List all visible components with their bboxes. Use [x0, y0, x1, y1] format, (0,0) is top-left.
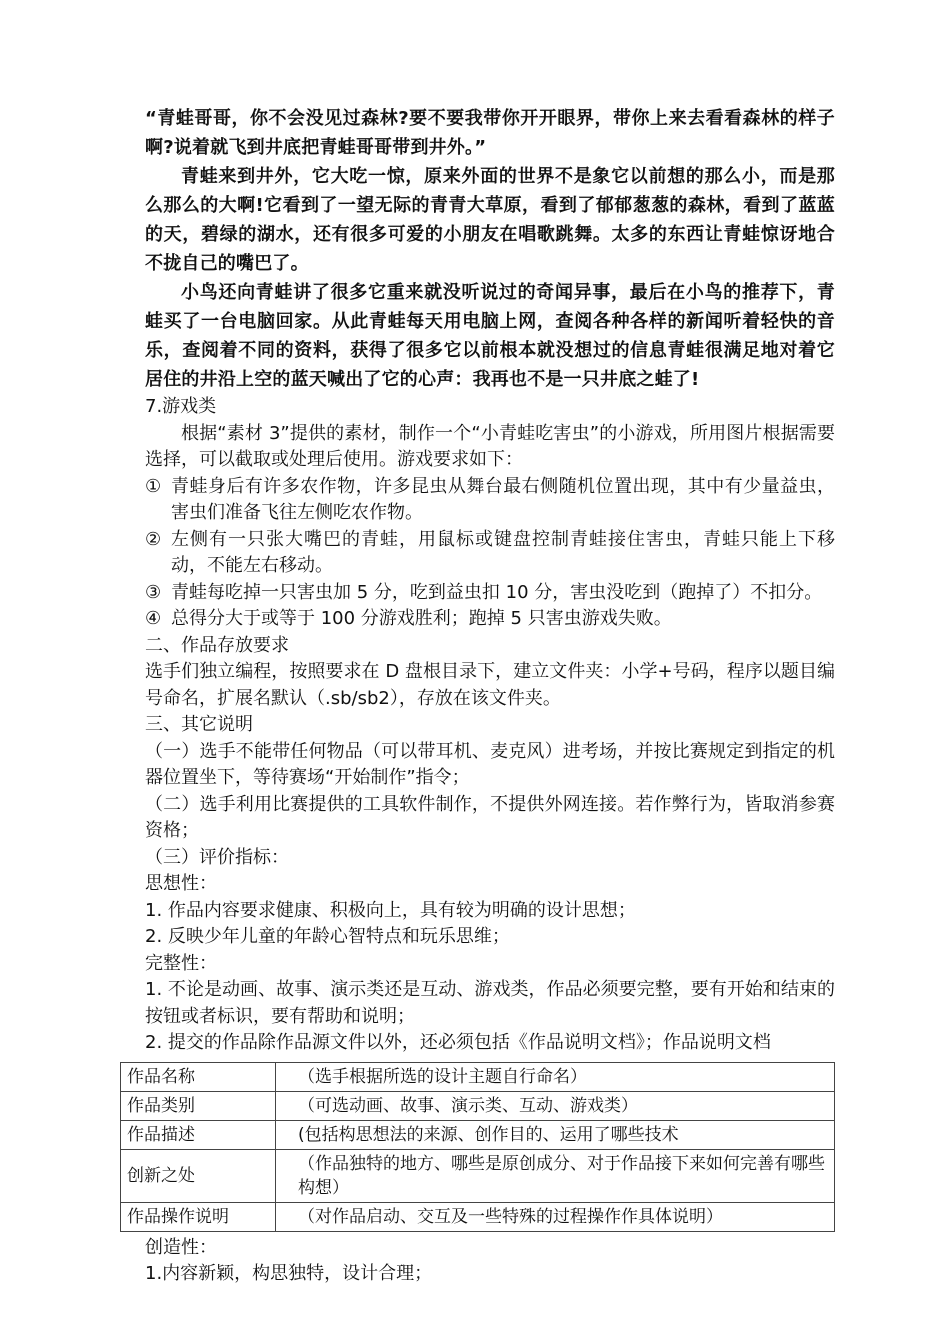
story-paragraph-3: 小鸟还向青蛙讲了很多它重来就没听说过的奇闻异事，最后在小鸟的推荐下，青蛙买了一台电脑回家。从此青蛙每天用电脑上网，查阅各种各样的新闻听着轻快的音乐，查阅着不同的资料，获得了很多它以前根本就没想过的信息青蛙很满足地对着它居住的井沿上空的蓝天喊出了它的心声：我再也不是一只井底之蛙了!	[145, 282, 835, 390]
requirement-text: 左侧有一只张大嘴巴的青蛙，用鼠标或键盘控制青蛙接住害虫，青蛙只能上下移动，不能左右移动。	[171, 528, 835, 576]
requirement-text: 青蛙每吃掉一只害虫加 5 分，吃到益虫扣 10 分，害虫没吃到（跑掉了）不扣分。	[171, 581, 823, 603]
game-requirement-3	[145, 580, 835, 607]
table-cell-value: （对作品启动、交互及一些特殊的过程操作作具体说明）	[276, 1202, 835, 1231]
story-paragraph-2: 青蛙来到井外，它大吃一惊，原来外面的世界不是象它以前想的那么小，而是那么那么的大啊!它看到了一望无际的青青大草原，看到了郁郁葱葱的森林，看到了蓝蓝的天，碧绿的湖水，还有很多可爱的小朋友在唱歌跳舞。太多的东西让青蛙惊讶地合不拢自己的嘴巴了。	[145, 166, 835, 274]
table-cell-value: （选手根据所选的设计主题自行命名）	[276, 1062, 835, 1091]
table-cell-label: 作品操作说明	[121, 1202, 276, 1231]
complete-item-2: 2. 提交的作品除作品源文件以外，还必须包括《作品说明文档》；作品说明文档	[145, 1032, 771, 1053]
requirement-number: ④	[145, 608, 162, 629]
story-paragraph-1: “青蛙哥哥，你不会没见过森林?要不要我带你开开眼界，带你上来去看看森林的样子啊?说着就飞到井底把青蛙哥哥带到井外。”	[145, 108, 835, 158]
table-row	[121, 1120, 835, 1149]
table-cell-value: （作品独特的地方、哪些是原创成分、对于作品接下来如何完善有哪些构想）	[276, 1149, 835, 1202]
game-intro: 根据“素材 3”提供的素材，制作一个“小青蛙吃害虫”的小游戏，所用图片根据需要选择，可以截取或处理后使用。游戏要求如下：	[145, 422, 835, 470]
thought-heading: 思想性：	[145, 873, 217, 894]
storage-text: 选手们独立编程，按照要求在 D 盘根目录下，建立文件夹：小学+号码，程序以题目编号命名，扩展名默认（.sb/sb2），存放在该文件夹。	[145, 661, 835, 709]
requirement-text: 总得分大于或等于 100 分游戏胜利；跑掉 5 只害虫游戏失败。	[171, 608, 672, 629]
creative-heading: 创造性：	[145, 1236, 217, 1258]
table-cell-label: 作品类别	[121, 1091, 276, 1120]
table-row	[121, 1202, 835, 1231]
complete-item-1: 1. 不论是动画、故事、演示类还是互动、游戏类，作品必须要完整，要有开始和结束的按钮或者标识，要有帮助和说明；	[145, 979, 835, 1027]
requirement-number: ①	[145, 475, 162, 497]
other-item-1: （一）选手不能带任何物品（可以带耳机、麦克风）进考场，并按比赛规定到指定的机器位置坐下，等待赛场“开始制作”指令；	[145, 740, 835, 788]
creative-item-1: 1.内容新颖，构思独特，设计合理；	[145, 1263, 433, 1284]
table-row	[121, 1149, 835, 1202]
table-cell-label: 创新之处	[121, 1149, 276, 1202]
complete-heading: 完整性：	[145, 952, 217, 974]
game-requirement-4	[145, 606, 835, 633]
table-cell-value: (包括构思想法的来源、创作目的、运用了哪些技术	[276, 1120, 835, 1149]
storage-heading: 二、作品存放要求	[145, 634, 289, 656]
document-body	[127, 104, 835, 1288]
other-item-2: （二）选手利用比赛提供的工具软件制作，不提供外网连接。若作弊行为，皆取消参赛资格；	[145, 793, 835, 841]
table-row	[121, 1091, 835, 1120]
other-heading: 三、其它说明	[145, 714, 253, 735]
thought-item-1: 1. 作品内容要求健康、积极向上，具有较为明确的设计思想；	[145, 899, 636, 921]
table-cell-label: 作品名称	[121, 1062, 276, 1091]
other-item-3: （三）评价指标：	[145, 846, 289, 868]
game-requirement-1	[145, 474, 835, 527]
work-description-table	[120, 1062, 835, 1232]
requirement-text: 青蛙身后有许多农作物，许多昆虫从舞台最右侧随机位置出现，其中有少量益虫，害虫们准备飞往左侧吃农作物。	[171, 475, 835, 523]
game-requirement-2	[145, 527, 835, 580]
thought-item-2: 2. 反映少年儿童的年龄心智特点和玩乐思维；	[145, 926, 510, 947]
requirement-number: ②	[145, 528, 162, 550]
table-row	[121, 1062, 835, 1091]
table-cell-label: 作品描述	[121, 1120, 276, 1149]
game-heading: 7.游戏类	[145, 396, 217, 417]
table-cell-value: （可选动画、故事、演示类、互动、游戏类）	[276, 1091, 835, 1120]
requirement-number: ③	[145, 581, 162, 603]
